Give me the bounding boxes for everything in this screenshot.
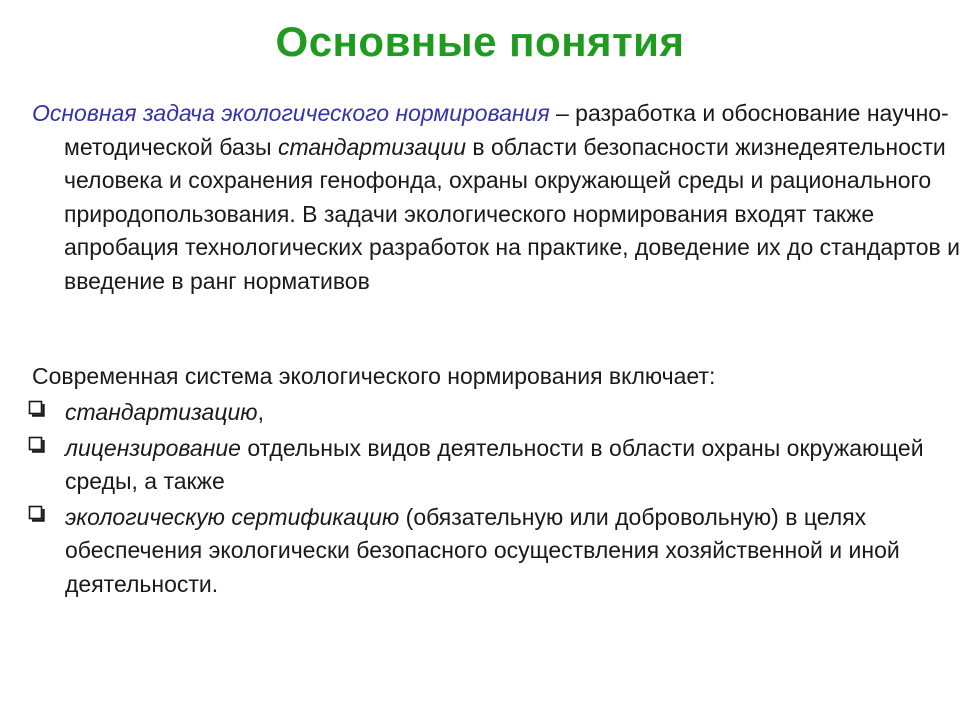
list-item (28, 501, 928, 602)
checkbox-bullet-icon (28, 436, 46, 454)
definition-emphasis: стандартизации (277, 133, 467, 160)
list-item-text: , (257, 399, 264, 425)
checkbox-bullet-icon (28, 505, 46, 523)
slide-title: Основные понятия (275, 18, 685, 65)
list-item (28, 432, 928, 499)
list-item-emphasis: экологическую сертификацию (65, 503, 400, 530)
list-item (28, 396, 928, 430)
definition-text-2: в области безопасности жизнедеятельности человека и сохранения генофонда, охраны окружающей среды и рационального природопользования. В задачи экологического нормирования входят также апробация технологических разработок на практике, доведение их до стандартов и введение в ранг нормативов (64, 133, 960, 294)
definition-paragraph (32, 97, 960, 298)
definition-lead: Основная задача экологического нормирования (32, 100, 550, 126)
list-item-text: отдельных видов деятельности в области охраны окружающей среды, а также (65, 434, 924, 494)
list-item-emphasis: лицензирование (65, 434, 241, 461)
components-list (28, 396, 928, 603)
list-item-text: (обязательную или добровольную) в целях обеспечения экологически безопасного осуществления хозяйственной и иной деятельности. (65, 503, 900, 597)
system-intro: Современная система экологического нормирования включает: (32, 363, 716, 389)
definition-text-1: – разработка и обоснование научно-методической базы (64, 100, 949, 160)
checkbox-bullet-icon (28, 400, 46, 418)
list-item-emphasis: стандартизацию (65, 399, 258, 425)
